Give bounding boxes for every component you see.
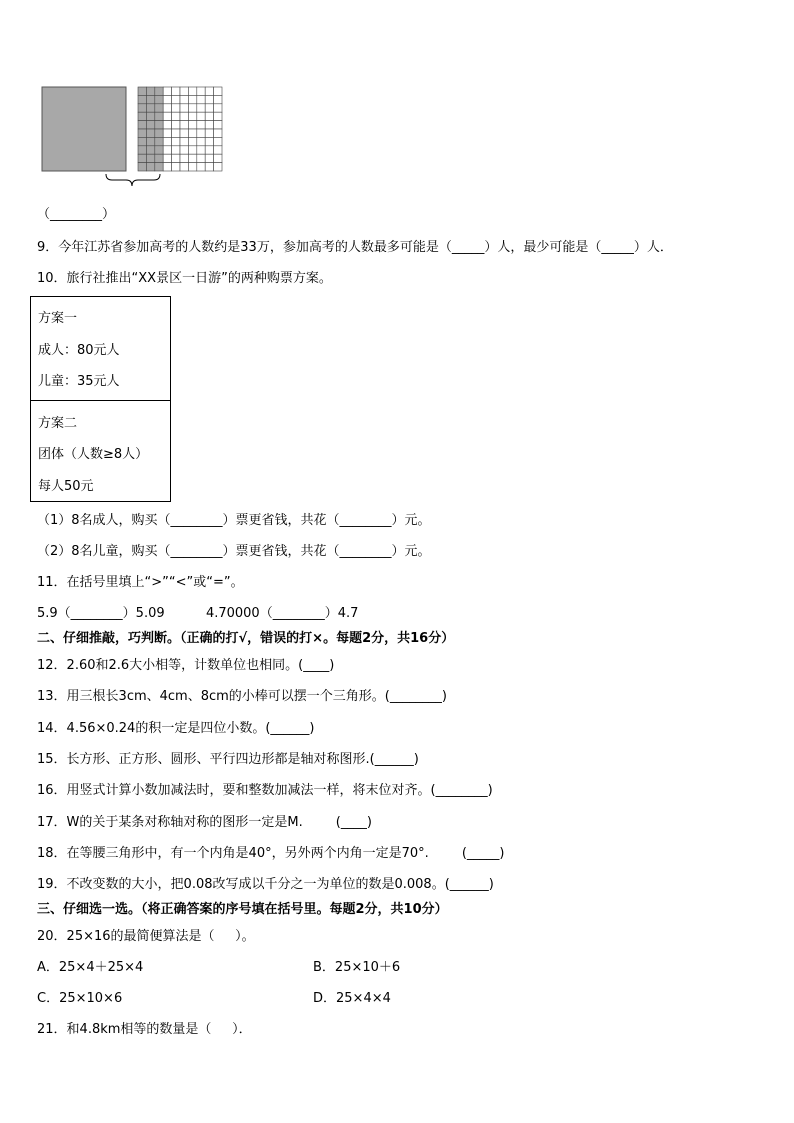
grid-cell	[172, 87, 180, 95]
grid-cell	[180, 129, 188, 137]
grid-cell	[172, 137, 180, 145]
question-20: 20．25×16的最简便算法是（ ）。	[37, 929, 255, 944]
grid-cell	[188, 137, 196, 145]
shaded-unit-square	[42, 87, 126, 171]
grid-cell	[155, 137, 163, 145]
grid-cell	[205, 95, 213, 103]
grid-cell	[197, 146, 205, 154]
grid-cell	[205, 163, 213, 171]
grid-cell	[214, 112, 222, 120]
question-11-items: 5.9（________）5.09 4.70000（________）4.7	[37, 606, 359, 621]
question-21: 21．和4.8km相等的数量是（ ）．	[37, 1022, 252, 1037]
grid-cell	[146, 146, 154, 154]
grid-cell	[205, 121, 213, 129]
option-20-A[interactable]: A．25×4＋25×4	[37, 960, 144, 975]
question-18: 18．在等腰三角形中，有一个内角是40°，另外两个内角一定是70°. (_____)	[37, 846, 505, 861]
grid-cell	[138, 121, 146, 129]
grid-cell	[188, 95, 196, 103]
grid-cell	[180, 137, 188, 145]
grid-cell	[163, 112, 171, 120]
grid-cell	[155, 95, 163, 103]
grid-cell	[180, 121, 188, 129]
grid-cell	[214, 87, 222, 95]
grid-cell	[163, 146, 171, 154]
grid-cell	[172, 104, 180, 112]
grid-cell	[205, 112, 213, 120]
grid-cell	[146, 137, 154, 145]
grid-cell	[214, 137, 222, 145]
grid-cell	[197, 104, 205, 112]
grid-cell	[188, 163, 196, 171]
question-10-1: （1）8名成人，购买（________）票更省钱，共花（________）元。	[37, 513, 431, 528]
grid-cell	[146, 104, 154, 112]
grid-cell	[205, 129, 213, 137]
grid-cell	[205, 104, 213, 112]
section-3-heading: 三、仔细选一选。（将正确答案的序号填在括号里。每题2分，共10分）	[37, 902, 448, 917]
grid-cell	[214, 146, 222, 154]
plan2-title: 方案二	[38, 416, 78, 431]
grid-cell	[163, 154, 171, 162]
grid-cell	[205, 137, 213, 145]
grid-cell	[163, 129, 171, 137]
grid-cell	[188, 87, 196, 95]
grid-cell	[188, 104, 196, 112]
grid-cell	[138, 137, 146, 145]
grid-cell	[146, 154, 154, 162]
grid-cell	[188, 129, 196, 137]
question-15: 15．长方形、正方形、圆形、平行四边形都是轴对称图形.(______)	[37, 752, 419, 767]
grid-cell	[197, 163, 205, 171]
grid-cell	[146, 129, 154, 137]
grid-cell	[197, 87, 205, 95]
grid-cell	[163, 104, 171, 112]
grid-cell	[155, 112, 163, 120]
plan2-group-condition: 团体（人数≥8人）	[38, 447, 149, 462]
option-20-B[interactable]: B．25×10＋6	[313, 960, 401, 975]
grid-cell	[180, 146, 188, 154]
grid-cell	[214, 129, 222, 137]
grid-cell	[146, 163, 154, 171]
question-12: 12．2.60和2.6大小相等，计数单位也相同。(____)	[37, 658, 335, 673]
grid-cell	[188, 112, 196, 120]
question-13: 13．用三根长3cm、4cm、8cm的小棒可以摆一个三角形。(________)	[37, 689, 447, 704]
question-10: 10．旅行社推出“XX景区一日游”的两种购票方案。	[37, 271, 332, 286]
grid-cell	[146, 87, 154, 95]
grid-cell	[205, 154, 213, 162]
grid-cell	[163, 121, 171, 129]
grid-cell	[138, 87, 146, 95]
option-20-C[interactable]: C．25×10×6	[37, 991, 123, 1006]
question-10-2: （2）8名儿童，购买（________）票更省钱，共花（________）元。	[37, 544, 431, 559]
grid-cell	[138, 95, 146, 103]
grid-cell	[214, 154, 222, 162]
grid-cell	[138, 129, 146, 137]
grid-cell	[138, 154, 146, 162]
grid-cell	[138, 146, 146, 154]
grid-cell	[214, 163, 222, 171]
plan1-child-price: 儿童：35元人	[38, 374, 120, 389]
grid-cell	[214, 104, 222, 112]
question-19: 19．不改变数的大小，把0.08改写成以千分之一为单位的数是0.008。(______)	[37, 877, 494, 892]
grid-cell	[138, 163, 146, 171]
grid-cell	[197, 154, 205, 162]
grid-cell	[163, 137, 171, 145]
figure-answer-blank[interactable]: （________）	[37, 207, 116, 222]
grid-cell	[146, 112, 154, 120]
grid-cell	[180, 154, 188, 162]
grid-cell	[197, 112, 205, 120]
grid-cell	[180, 95, 188, 103]
grid-cell	[155, 163, 163, 171]
grid-cell	[163, 87, 171, 95]
section-2-heading: 二、仔细推敲，巧判断。（正确的打√，错误的打×。每题2分，共16分）	[37, 631, 455, 646]
brace	[106, 174, 160, 186]
grid-cell	[155, 154, 163, 162]
plan1-adult-price: 成人：80元人	[38, 343, 120, 358]
grid-cell	[172, 154, 180, 162]
plan2-price: 每人50元	[38, 479, 94, 494]
grid-cell	[155, 146, 163, 154]
grid-cell	[155, 121, 163, 129]
grid-cell	[163, 95, 171, 103]
grid-cell	[155, 104, 163, 112]
grid-cell	[163, 163, 171, 171]
grid-cell	[197, 121, 205, 129]
grid-cell	[197, 137, 205, 145]
plan1-title: 方案一	[38, 311, 78, 326]
grid-cell	[138, 112, 146, 120]
question-14: 14．4.56×0.24的积一定是四位小数。(______)	[37, 721, 315, 736]
grid-cell	[172, 163, 180, 171]
grid-cell	[146, 121, 154, 129]
grid-cell	[180, 87, 188, 95]
grid-cell	[138, 104, 146, 112]
grid-cell	[146, 95, 154, 103]
ticket-plans-table	[30, 296, 171, 502]
grid-cell	[188, 154, 196, 162]
grid-cell	[214, 121, 222, 129]
grid-cell	[214, 95, 222, 103]
grid-cell	[180, 163, 188, 171]
question-17: 17．W的关于某条对称轴对称的图形一定是M. (____)	[37, 815, 372, 830]
grid-cell	[155, 87, 163, 95]
option-20-D[interactable]: D．25×4×4	[313, 991, 391, 1006]
grid-cell	[180, 104, 188, 112]
grid-cell	[172, 129, 180, 137]
grid-cell	[188, 121, 196, 129]
grid-cell	[197, 129, 205, 137]
plan-divider	[31, 400, 170, 401]
grid-cell	[172, 95, 180, 103]
grid-cell	[197, 95, 205, 103]
grid-cell	[205, 87, 213, 95]
question-16: 16．用竖式计算小数加减法时，要和整数加减法一样，将末位对齐。(________)	[37, 783, 493, 798]
grid-cell	[172, 112, 180, 120]
grid-cell	[172, 121, 180, 129]
grid-cell	[172, 146, 180, 154]
question-11: 11．在括号里填上“>”“<”或“=”。	[37, 575, 244, 590]
grid-cell	[180, 112, 188, 120]
hundred-grid	[138, 87, 222, 171]
question-9: 9．今年江苏省参加高考的人数约是33万，参加高考的人数最多可能是（_____）人，最少可能是（_____）人．	[37, 240, 673, 255]
grid-cell	[155, 129, 163, 137]
grid-cell	[188, 146, 196, 154]
decimal-grid-figure	[40, 84, 230, 196]
grid-cell	[205, 146, 213, 154]
